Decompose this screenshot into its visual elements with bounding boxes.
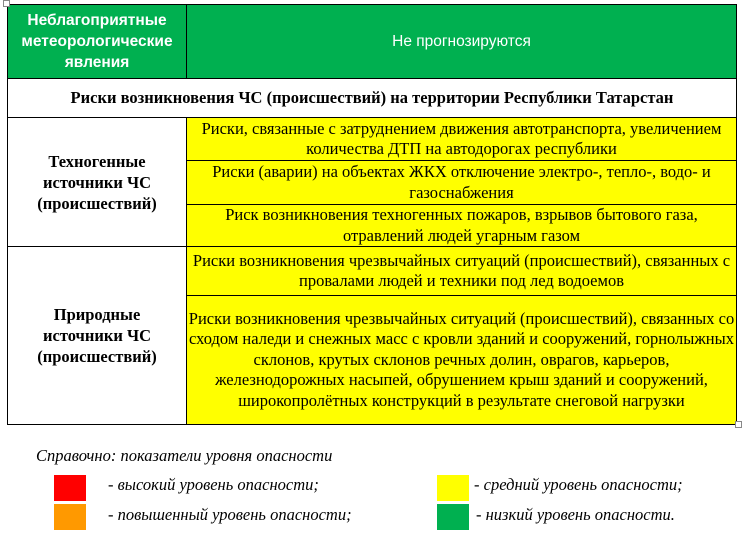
natural-source-cell [8,247,187,425]
legend-label-high: - высокий уровень опасности; [108,475,319,494]
table-row [8,247,737,296]
legend-label-medium: - средний уровень опасности; [474,475,683,494]
natural-source-label: Природные источники ЧС (происшествий) [37,305,157,366]
section-title-row [8,79,737,118]
table-row [8,118,737,161]
header-forecast-cell [187,5,737,79]
header-phenomena-cell [8,5,187,79]
header-forecast-value: Не прогнозируются [392,32,531,50]
table-move-handle[interactable] [3,0,10,7]
technogenic-source-cell [8,118,187,247]
risk-ice: Риски возникновения чрезвычайных ситуаций (происшествий), связанных с провалами людей и техники под лед водоемов [187,247,737,296]
legend-title: Справочно: показатели уровня опасности [36,446,333,465]
legend-label-elevated: - повышенный уровень опасности; [108,505,352,524]
risk-snow: Риски возникновения чрезвычайных ситуаций (происшествий), связанных со сходом наледи и снежных масс с кровли зданий и сооружений, горнолыжных склонов, крутых склонов речных долин, оврагов, карьеров, железнодорожных насыпей, обрушением крыш зданий и сооружений, широкопролётных конструкций в результате снеговой нагрузки [187,296,737,425]
risk-transport: Риски, связанные с затруднением движения автотранспорта, увеличением количества ДТП на автодорогах республики [187,118,737,161]
legend-swatch-low [437,504,469,530]
risk-table [7,4,737,425]
technogenic-source-label: Техногенные источники ЧС (происшествий) [37,151,157,213]
section-title: Риски возникновения ЧС (происшествий) на территории Республики Татарстан [8,79,737,118]
legend-swatch-elevated [54,504,86,530]
risk-utilities: Риски (аварии) на объектах ЖКХ отключение электро-, тепло-, водо- и газоснабжения [187,161,737,205]
risk-fires: Риск возникновения техногенных пожаров, взрывов бытового газа, отравлений людей угарным газом [187,205,737,247]
legend-swatch-medium [437,475,469,501]
table-resize-handle[interactable] [735,421,742,428]
legend-label-low: - низкий уровень опасности. [476,505,675,524]
header-phenomena-label: Неблагоприятные метеорологические явления [21,12,173,71]
legend-swatch-high [54,475,86,501]
header-row [8,5,737,79]
